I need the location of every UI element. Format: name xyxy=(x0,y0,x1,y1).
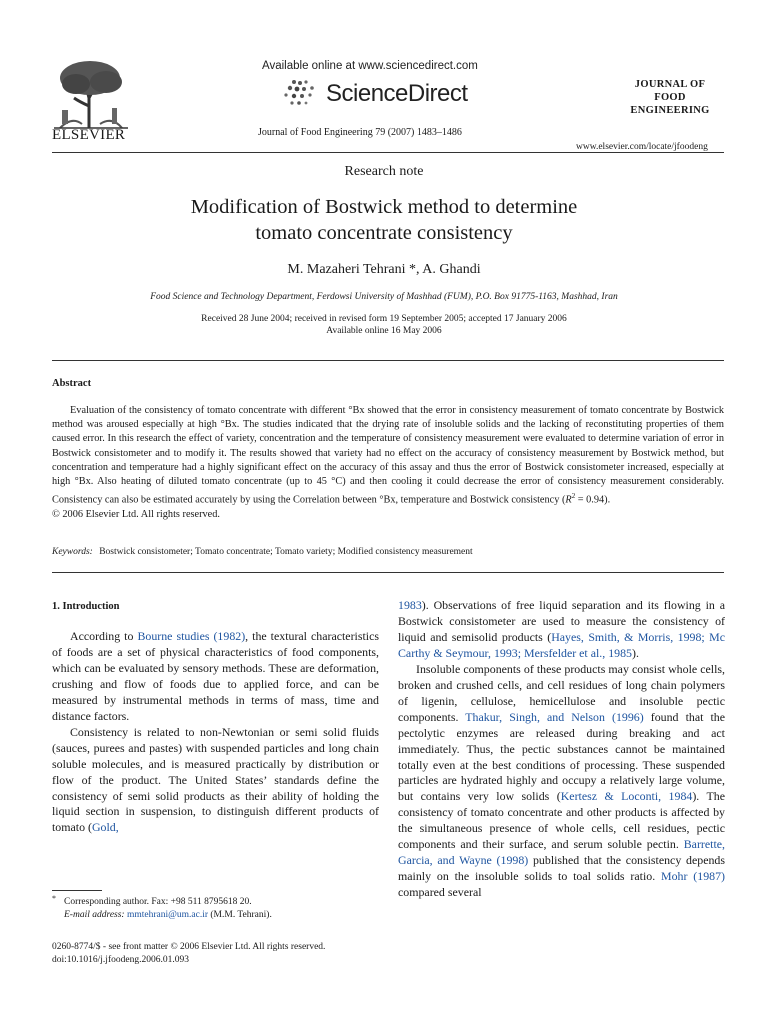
authors: M. Mazaheri Tehrani *, A. Ghandi xyxy=(287,262,481,277)
citation-link[interactable]: Mohr (1987) xyxy=(661,869,725,884)
keywords xyxy=(52,547,473,557)
email-link[interactable]: mmtehrani@um.ac.ir xyxy=(126,909,209,920)
left-column xyxy=(52,629,379,836)
text-run: Insoluble components of these products may consist whole cells, broken and crushed cells, and cell residues of long chain polymers of ligenin, cellulose, hemicellulose and insoluble pectic components. xyxy=(398,661,725,724)
paragraph xyxy=(52,725,379,837)
text-run: Consistency is related to non-Newtonian or semi solid fluids (sauces, purees and pastes) with suspended particles and long chain soluble molecules, and is measured practically by distribution or flow of the product. The United States’ standards define the consistency of semi solid products as their ability of holding the liquid section in suspension, to distinguish different products of tomato ( xyxy=(52,724,379,835)
journal-title-line: ENGINEERING xyxy=(630,105,710,116)
text-run: published that the consistency depends mainly on the insoluble solids to toal solids ratio. xyxy=(398,853,725,884)
affiliation: Food Science and Technology Department, Ferdowsi University of Mashhad (FUM), P.O. Box 91775-1163, Mashhad, Iran xyxy=(150,292,618,302)
text-run: compared several xyxy=(398,885,482,900)
keywords-label: Keywords: xyxy=(52,547,93,557)
journal-citation: Journal of Food Engineering 79 (2007) 1483–1486 xyxy=(258,127,462,138)
abstract-copyright: © 2006 Elsevier Ltd. All rights reserved. xyxy=(52,508,220,520)
email-label: E-mail address: xyxy=(64,909,125,920)
paragraph xyxy=(398,598,725,662)
title-line: tomato concentrate consistency xyxy=(255,222,513,244)
paragraph xyxy=(398,662,725,901)
footnote xyxy=(52,896,272,921)
doi-line[interactable]: doi:10.1016/j.jfoodeng.2006.01.093 xyxy=(52,954,189,965)
text-run: According to xyxy=(70,629,138,643)
sciencedirect-brand: ScienceDirect xyxy=(326,80,468,107)
elsevier-tree-logo xyxy=(52,58,130,130)
citation-link[interactable]: Hayes, Smith, & Morris, 1998; Mc Carthy & Seymour, 1993; Mersfelder et al., 1985 xyxy=(398,629,725,660)
sciencedirect-dots-icon xyxy=(282,78,322,108)
journal-title-line: JOURNAL OF xyxy=(634,79,706,90)
available-date: Available online 16 May 2006 xyxy=(326,326,442,336)
issn-line: 0260-8774/$ - see front matter © 2006 Elsevier Ltd. All rights reserved. xyxy=(52,942,326,952)
citation-link[interactable]: Kertesz & Loconti, 1984 xyxy=(560,789,693,804)
email-line xyxy=(52,909,272,922)
header-divider xyxy=(52,152,724,153)
citation-link[interactable]: Thakur, Singh, and Nelson (1996) xyxy=(465,709,644,724)
section-heading-introduction: 1. Introduction xyxy=(52,601,120,612)
citation-link[interactable]: 1983 xyxy=(398,598,422,612)
footnote-divider xyxy=(52,890,102,891)
article-dates xyxy=(0,313,768,337)
corresponding-author: Corresponding author. Fax: +98 511 8795618 20. xyxy=(64,897,252,907)
text-run: ). The consistency of tomato concentrate and other products is affected by the simultaneous presence of whole cells, cell residues, pectic components and their surface, and serum soluble pectin. xyxy=(398,789,725,852)
title-line: Modification of Bostwick method to determine xyxy=(190,196,578,218)
article-title xyxy=(60,194,708,246)
abstract-bottom-divider xyxy=(52,572,724,573)
r-squared-symbol: R xyxy=(565,494,572,506)
journal-title-box xyxy=(620,78,720,117)
text-run: found that the pectolytic enzymes are released during breaking and act immediately. Thus, the pectic substances cannot be maintained totally even at the best conditions of processing. These suspended particles are hydrated highly and occupy a relatively large volume, but contains very low solids ( xyxy=(398,709,725,804)
text-run: ). Observations of free liquid separation and its flowing in a Bostwick consistometer are used to measure the consistency of liquid and semisolid products ( xyxy=(398,598,725,644)
abstract-text xyxy=(52,404,724,522)
article-type: Research note xyxy=(344,164,424,179)
r-squared-exponent: 2 xyxy=(571,492,576,501)
abstract-body: Evaluation of the consistency of tomato concentrate with different °Bx showed that the error in consistency measurement of tomato concentrate by Bostwick method was aroused especially at high °Bx. The studies indicated that the drying rate of insoluble solids and the lacking of reconstituting properties of them caused error. In this research the effect of variety, concentration and the temperature of consistency measurement were evaluated to determine variation of error in Bostwick consistometer and to modify it. The results showed that variety had no effect on the accuracy of consistency measurement by Bostwick method, but concentration and temperature had a highly significant effect on the accuracy of this assay and thus the error of Bostwick consistometer increased, especially at high °Bx. Also heating of diluted tomato concentrate (up to 45 °C) and then cooling it could decrease the error of consistency measurement considerably. Consistency can also be estimated accurately by using the Correlation between °Bx, temperature and Bostwick consistency ( xyxy=(52,405,724,506)
citation-link[interactable]: Barrette, Garcia, and Wayne (1998) xyxy=(398,837,725,868)
abstract-top-divider xyxy=(52,360,724,361)
abstract-heading: Abstract xyxy=(52,378,92,389)
keywords-list: Bostwick consistometer; Tomato concentrate; Tomato variety; Modified consistency measurement xyxy=(99,547,473,557)
publication-info xyxy=(52,941,325,966)
citation-link[interactable]: Gold, xyxy=(91,820,119,835)
citation-link[interactable]: Bourne studies (1982) xyxy=(137,629,246,643)
text-run: , the textural characteristics of foods are a set of physical characteristics of food components, which can be evaluated by sensory methods. These are deformation, crushing and flow of foods due to applied force, and can be measured by instrumental methods in terms of mass, time and distance factors. xyxy=(52,629,379,723)
journal-title-line: FOOD xyxy=(654,92,686,103)
available-online-text[interactable]: Available online at www.sciencedirect.com xyxy=(262,60,478,72)
email-suffix: (M.M. Tehrani). xyxy=(208,909,272,920)
received-dates: Received 28 June 2004; received in revised form 19 September 2005; accepted 17 January 2006 xyxy=(201,314,567,324)
right-column xyxy=(398,598,725,901)
paragraph xyxy=(52,629,379,725)
r-squared-value: = 0.94). xyxy=(575,494,611,506)
journal-url[interactable]: www.elsevier.com/locate/jfoodeng xyxy=(576,142,708,152)
text-run: ). xyxy=(632,645,639,660)
footnote-mark: * xyxy=(52,894,56,903)
publisher-name: ELSEVIER xyxy=(52,127,126,143)
